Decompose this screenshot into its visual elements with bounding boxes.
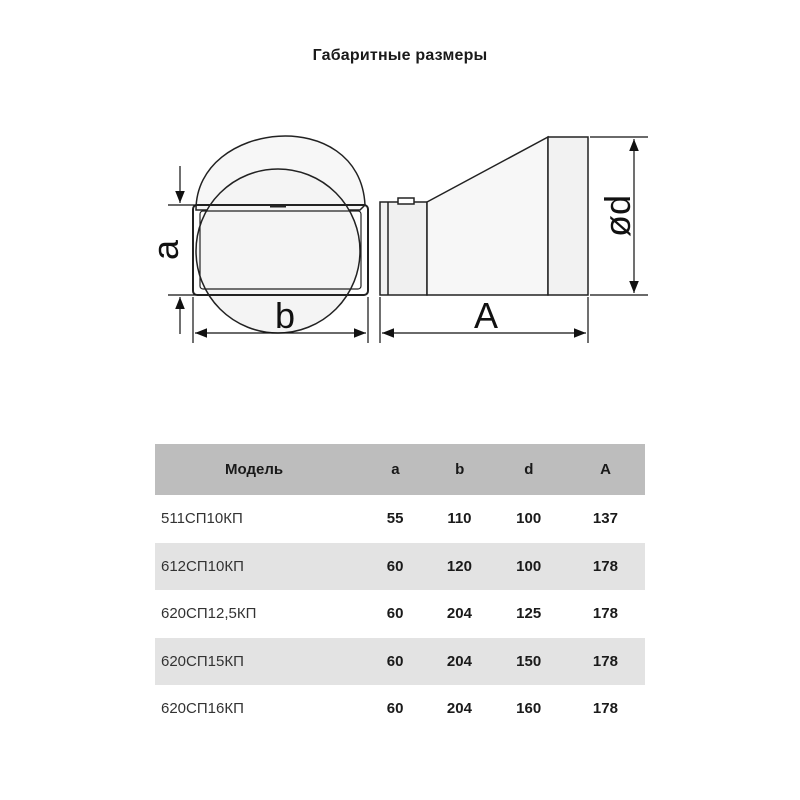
table-row bbox=[155, 495, 645, 543]
cell-model: 511СП10КП bbox=[161, 510, 243, 528]
cell-d: 100 bbox=[516, 510, 542, 528]
cell-model: 612СП10КП bbox=[161, 557, 244, 575]
dimensions-table bbox=[155, 444, 645, 733]
rect-spigot bbox=[380, 202, 427, 295]
cell-a: 60 bbox=[386, 652, 404, 670]
cell-d: 150 bbox=[516, 652, 542, 670]
cell-d: 125 bbox=[516, 605, 542, 623]
cell-b: 204 bbox=[446, 605, 472, 623]
round-spigot bbox=[548, 137, 588, 295]
page-title: Габаритные размеры bbox=[312, 47, 488, 64]
table-row bbox=[155, 685, 645, 733]
cell-model: 620СП12,5КП bbox=[161, 605, 257, 623]
cell-d: 100 bbox=[516, 557, 542, 575]
table-row bbox=[155, 638, 645, 686]
header-a: a bbox=[391, 461, 400, 478]
cell-A: 178 bbox=[592, 700, 618, 718]
table-row bbox=[155, 590, 645, 638]
cell-A: 137 bbox=[592, 510, 618, 528]
cell-a: 60 bbox=[386, 557, 404, 575]
header-A: A bbox=[600, 461, 611, 478]
cell-b: 204 bbox=[446, 700, 472, 718]
header-d: d bbox=[524, 461, 534, 478]
cell-b: 120 bbox=[446, 557, 472, 575]
label-a: a bbox=[145, 239, 186, 261]
cell-b: 110 bbox=[447, 510, 472, 528]
table-header-row bbox=[155, 444, 645, 495]
header-model: Модель bbox=[225, 461, 284, 478]
side-view bbox=[380, 137, 588, 295]
label-d: ød bbox=[597, 194, 638, 238]
cell-a: 55 bbox=[386, 510, 404, 528]
header-b: b bbox=[455, 461, 465, 478]
label-b: b bbox=[274, 295, 296, 336]
cell-A: 178 bbox=[592, 605, 618, 623]
cell-A: 178 bbox=[592, 652, 618, 670]
table-row bbox=[155, 543, 645, 591]
cell-A: 178 bbox=[592, 557, 618, 575]
cell-model: 620СП15КП bbox=[161, 652, 244, 670]
cell-d: 160 bbox=[516, 700, 542, 718]
label-A: A bbox=[473, 295, 499, 336]
cell-model: 620СП16КП bbox=[161, 700, 244, 718]
cell-a: 60 bbox=[386, 700, 404, 718]
cell-b: 204 bbox=[446, 652, 472, 670]
cell-a: 60 bbox=[386, 605, 404, 623]
transition-body bbox=[427, 137, 548, 295]
